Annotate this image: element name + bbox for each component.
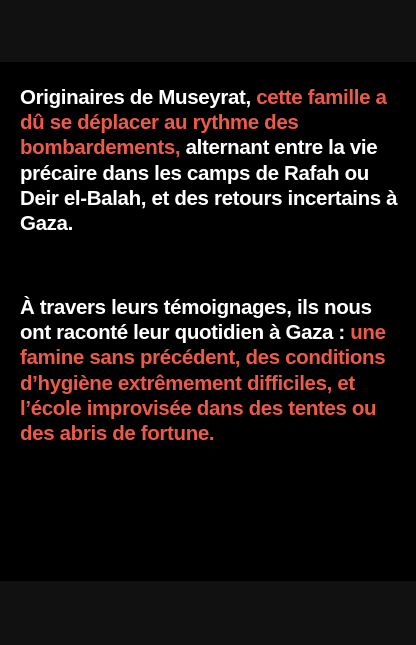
bottom-band	[0, 581, 416, 645]
paragraph2-highlight: une famine sans précédent, des conditions d’hygiène extrêmement difficiles, et l’école improvisée dans des tentes ou des abris de fortune.	[20, 321, 386, 446]
paragraph1-plain-end: alternant entre la vie précaire dans les camps de Rafah ou Deir el-Balah, et des retours incertains à Gaza.	[20, 136, 398, 236]
paragraph1-highlight: cette famille a dû se déplacer au rythme des bombardements,	[20, 86, 387, 160]
top-band	[0, 0, 416, 62]
paragraph-daily-life	[20, 295, 404, 446]
paragraph-family-displacement	[20, 85, 404, 236]
paragraph2-plain-start: À travers leurs témoignages, ils nous ont raconté leur quotidien à Gaza :	[20, 296, 372, 345]
paragraph1-plain-start: Originaires de Museyrat,	[20, 86, 257, 109]
